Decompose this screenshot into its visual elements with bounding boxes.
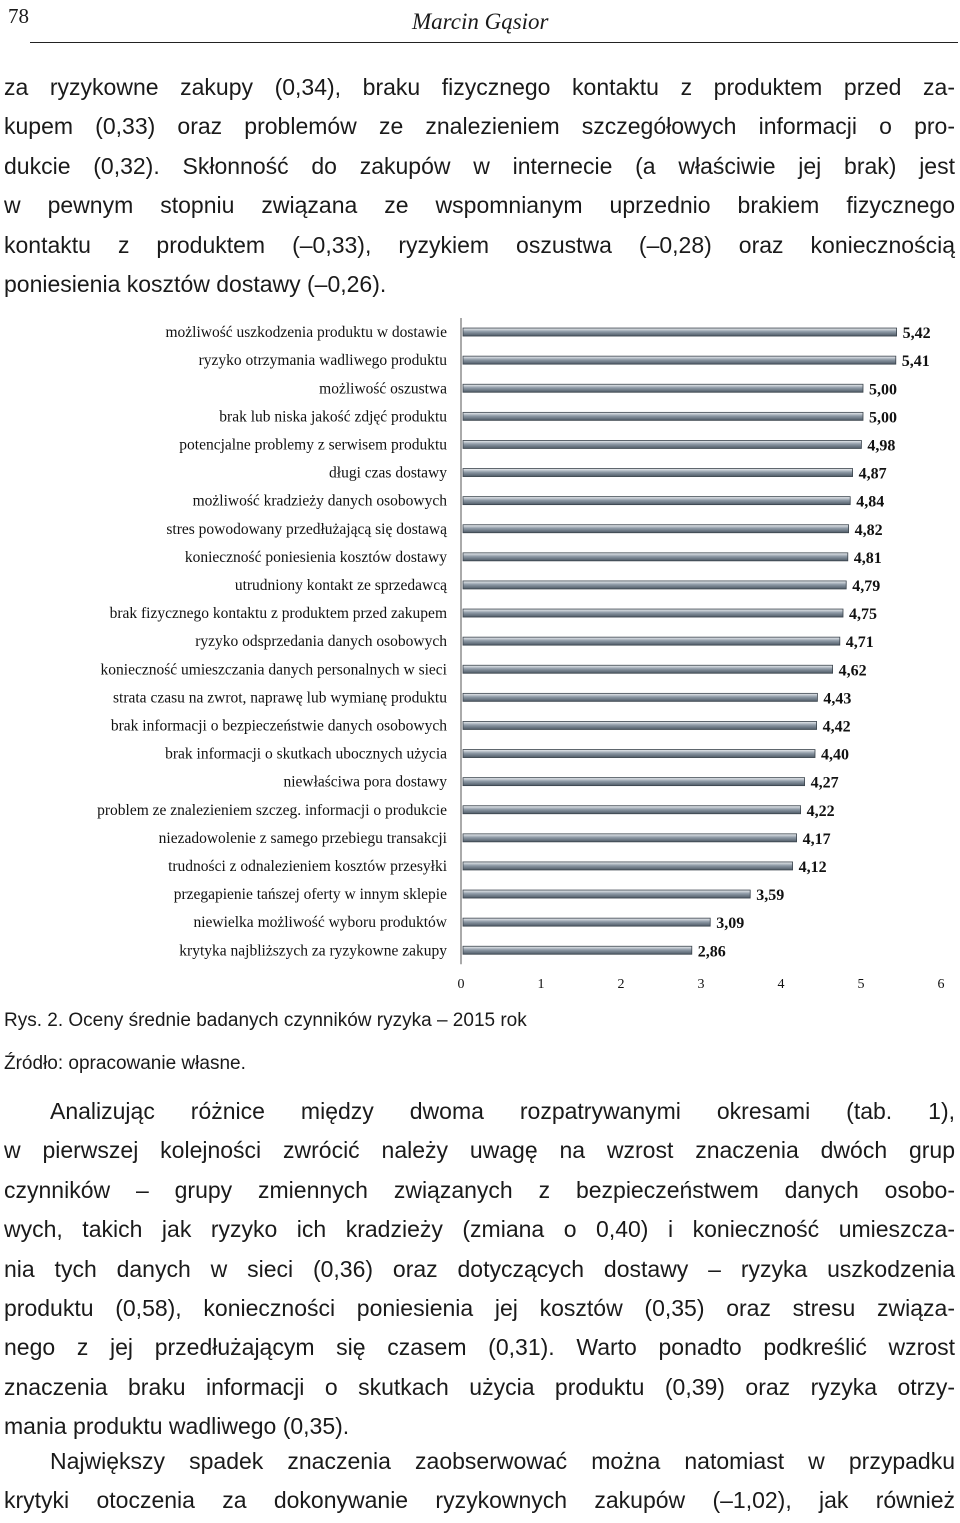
- category-label: niewłaściwa pora dostawy: [283, 773, 447, 791]
- x-tick-label: 5: [857, 977, 865, 992]
- header-rule: [30, 42, 958, 43]
- value-label: 4,12: [798, 858, 827, 876]
- category-label: konieczność poniesienia kosztów dostawy: [184, 548, 447, 566]
- paragraph-3: [4, 1442, 955, 1521]
- bar: [463, 328, 897, 336]
- value-label: 4,40: [821, 746, 849, 764]
- bar: [463, 581, 846, 589]
- category-label: strata czasu na zwrot, naprawę lub wymianę produktu: [113, 689, 447, 707]
- value-label: 4,75: [849, 606, 877, 624]
- bar: [463, 918, 710, 926]
- category-label: brak lub niska jakość zdjęć produktu: [219, 408, 447, 426]
- bar: [463, 806, 801, 814]
- value-label: 5,00: [869, 409, 897, 427]
- category-label: możliwość uszkodzenia produktu w dostawie: [165, 324, 447, 342]
- category-label: utrudniony kontakt ze sprzedawcą: [234, 576, 447, 594]
- category-label: stres powodowany przedłużającą się dostawą: [166, 520, 447, 538]
- value-label: 4,62: [838, 662, 867, 680]
- x-tick-label: 0: [457, 977, 465, 992]
- category-label: długi czas dostawy: [329, 464, 447, 482]
- bar: [463, 497, 850, 505]
- figure-source: Źródło: opracowanie własne.: [4, 1053, 246, 1074]
- x-tick-label: 6: [937, 977, 945, 992]
- bar: [463, 693, 817, 701]
- value-label: 4,43: [823, 690, 852, 708]
- paragraph-line: Analizując różnice między dwoma rozpatrywanymi okresami (tab. 1),: [50, 1098, 955, 1124]
- value-label: 4,22: [806, 802, 835, 820]
- paragraph-line: czynników – grupy zmiennych związanych z bezpieczeństwem danych osobo-: [4, 1176, 955, 1203]
- paragraph-line: wych, takich jak ryzyko ich kradzieży (zmiana o 0,40) i konieczność umieszcza-: [4, 1216, 955, 1243]
- value-label: 3,09: [716, 915, 745, 933]
- value-label: 4,81: [853, 549, 882, 567]
- value-label: 3,59: [756, 887, 785, 905]
- x-tick-label: 1: [537, 977, 545, 992]
- category-label: przegapienie tańszej oferty w innym sklepie: [173, 886, 447, 904]
- x-tick-label: 4: [777, 977, 785, 992]
- category-label: niezadowolenie z samego przebiegu transakcji: [158, 829, 447, 847]
- bar: [463, 440, 861, 448]
- category-label: ryzyko odsprzedania danych osobowych: [195, 633, 447, 651]
- paragraph-line: w pierwszej kolejności zwrócić należy uwagę na wzrost znaczenia dwóch grup: [4, 1137, 955, 1164]
- category-label: trudności z odnalezieniem kosztów przesyłki: [168, 857, 447, 875]
- paragraph-line: kontaktu z produktem (–0,33), ryzykiem oszustwa (–0,28) oraz koniecznością: [4, 231, 955, 258]
- paragraph-line: za ryzykowne zakupy (0,34), braku fizycznego kontaktu z produktem przed za-: [4, 74, 955, 100]
- category-label: ryzyko otrzymania wadliwego produktu: [198, 352, 447, 370]
- paragraph-line: nego z jej przedłużającym się czasem (0,31). Warto ponadto podkreślić wzrost: [4, 1334, 955, 1361]
- value-label: 4,79: [852, 577, 881, 595]
- category-label: niewielka możliwość wyboru produktów: [193, 914, 447, 932]
- value-label: 4,27: [810, 774, 839, 792]
- bar-chart: [0, 308, 960, 998]
- paragraph-line: produktu (0,58), konieczności poniesienia jej kosztów (0,35) oraz stresu związa-: [4, 1294, 955, 1321]
- paragraph-line: mania produktu wadliwego (0,35).: [4, 1413, 350, 1440]
- value-label: 4,71: [845, 634, 874, 652]
- bar: [463, 609, 843, 617]
- category-label: możliwość kradzieży danych osobowych: [192, 492, 447, 510]
- value-label: 4,98: [867, 437, 896, 455]
- paragraph-line: w pewnym stopniu związana ze wspomnianym uprzednio brakiem fizycznego: [4, 192, 955, 219]
- category-label: brak informacji o skutkach ubocznych użycia: [165, 745, 447, 763]
- x-tick-label: 2: [617, 977, 625, 992]
- figure-caption: Rys. 2. Oceny średnie badanych czynników ryzyka – 2015 rok: [4, 1010, 527, 1031]
- paragraph-line: znaczenia braku informacji o skutkach użycia produktu (0,39) oraz ryzyka otrzy-: [4, 1373, 955, 1400]
- paragraph-line: dukcie (0,32). Skłonność do zakupów w internecie (a właściwie jej brak) jest: [4, 152, 955, 179]
- bar: [463, 384, 863, 392]
- value-label: 4,17: [802, 830, 831, 848]
- category-label: problem ze znalezieniem szczeg. informacji o produkcie: [97, 801, 447, 819]
- value-label: 2,86: [697, 943, 726, 961]
- bar: [463, 469, 853, 477]
- value-label: 5,00: [869, 381, 897, 399]
- paragraph-line: kupem (0,33) oraz problemów ze znalezieniem szczegółowych informacji o pro-: [4, 113, 955, 140]
- paragraph-2: [4, 1092, 955, 1447]
- paragraph-line: nia tych danych w sieci (0,36) oraz dotyczących dostawy – ryzyka uszkodzenia: [4, 1255, 955, 1282]
- bar: [463, 412, 863, 420]
- bar: [463, 862, 793, 870]
- bar: [463, 750, 815, 758]
- value-label: 4,82: [854, 521, 883, 539]
- running-head-author: Marcin Gąsior: [412, 9, 549, 34]
- paragraph-line: krytyki otoczenia za dokonywanie ryzykownych zakupów (–1,02), jak również: [4, 1487, 955, 1514]
- value-label: 5,42: [902, 325, 931, 343]
- bar: [463, 525, 849, 533]
- value-label: 5,41: [901, 353, 930, 371]
- bar: [463, 721, 817, 729]
- page-header: [0, 0, 960, 48]
- bar: [463, 553, 848, 561]
- bar: [463, 665, 833, 673]
- x-tick-label: 3: [697, 977, 705, 992]
- category-label: brak fizycznego kontaktu z produktem przed zakupem: [109, 605, 447, 623]
- paragraph-line: Największy spadek znaczenia zaobserwować można natomiast w przypadku: [50, 1448, 955, 1474]
- category-label: konieczność umieszczania danych personalnych w sieci: [100, 661, 447, 679]
- category-label: brak informacji o bezpieczeństwie danych osobowych: [110, 717, 447, 735]
- value-label: 4,84: [856, 493, 885, 511]
- paragraph-1: [4, 68, 955, 304]
- bar: [463, 778, 805, 786]
- value-label: 4,87: [858, 465, 887, 483]
- bar: [463, 834, 797, 842]
- bar: [463, 637, 840, 645]
- category-label: możliwość oszustwa: [319, 380, 447, 398]
- category-label: potencjalne problemy z serwisem produktu: [179, 436, 447, 454]
- value-label: 4,42: [822, 718, 851, 736]
- bar: [463, 356, 896, 364]
- bar: [463, 946, 692, 954]
- paragraph-line: poniesienia kosztów dostawy (–0,26).: [4, 270, 387, 297]
- category-label: krytyka najbliższych za ryzykowne zakupy: [179, 942, 447, 960]
- page-number: 78: [8, 4, 29, 28]
- bar: [463, 890, 750, 898]
- figure-risk-factors-chart: [0, 308, 960, 998]
